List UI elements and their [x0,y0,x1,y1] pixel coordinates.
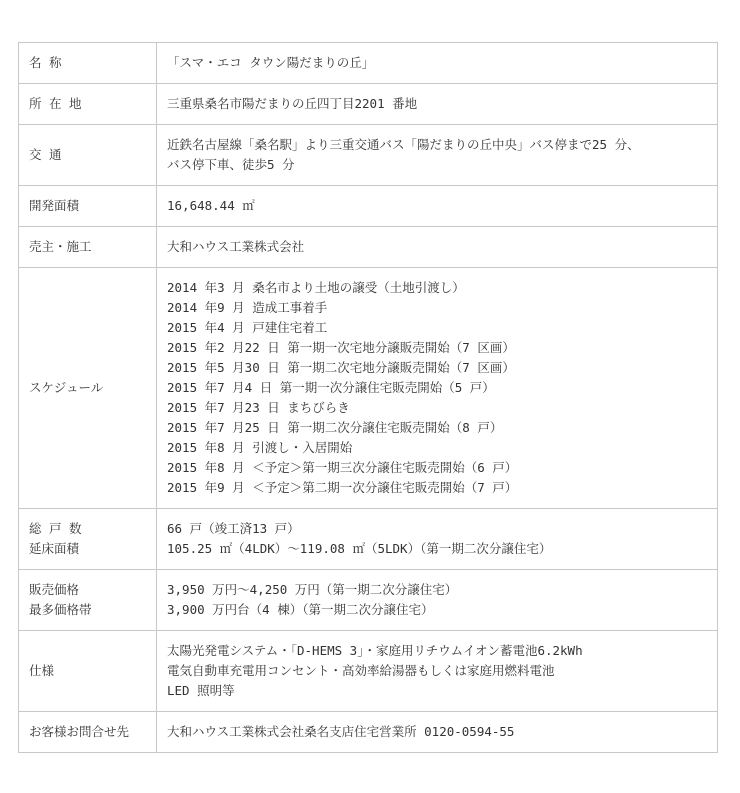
row-label [19,186,157,227]
table-row-price [19,570,718,631]
schedule-line: 2015 年8 月 ＜予定＞第一期三次分譲住宅販売開始（6 戸） [167,460,518,475]
schedule-line: 2015 年7 月4 日 第一期一次分譲住宅販売開始（5 戸） [167,380,495,395]
schedule-line: 2014 年9 月 造成工事着手 [167,300,328,315]
table-row-name [19,43,718,84]
value-line: 太陽光発電システム・「D-HEMS 3」・家庭用リチウムイオン蓄電池6.2kWh [167,643,583,658]
row-label [19,509,157,570]
row-label [19,227,157,268]
row-value [157,186,718,227]
row-value [157,84,718,125]
table-row-seller [19,227,718,268]
label-line: 総 戸 数 [29,521,82,536]
table-row-specs [19,631,718,712]
value-line: 大和ハウス工業株式会社桑名支店住宅営業所 0120-0594-55 [167,724,515,739]
label-line: 仕様 [29,663,55,678]
row-label [19,712,157,753]
label-line: 販売価格 [29,582,80,597]
value-line: 66 戸（竣工済13 戸） [167,521,300,536]
table-row-units-floor-area [19,509,718,570]
value-line: 3,900 万円台（4 棟）（第一期二次分譲住宅） [167,602,434,617]
row-label [19,84,157,125]
label-line: スケジュール [29,380,104,395]
row-label [19,268,157,509]
value-line: 電気自動車充電用コンセント・高効率給湯器もしくは家庭用燃料電池 [167,663,555,678]
schedule-line: 2015 年4 月 戸建住宅着工 [167,320,328,335]
table-row-schedule [19,268,718,509]
label-line: 所 在 地 [29,96,82,111]
row-value [157,227,718,268]
label-line: 交 通 [29,147,62,162]
value-line: 105.25 ㎡（4LDK）～119.08 ㎡（5LDK）（第一期二次分譲住宅） [167,541,552,556]
table-row-location [19,84,718,125]
table-row-contact [19,712,718,753]
label-line: お客様お問合せ先 [29,724,130,739]
label-line: 名 称 [29,55,62,70]
value-line: 「スマ・エコ タウン陽だまりの丘」 [167,55,375,70]
row-value [157,43,718,84]
value-line: 近鉄名古屋線「桑名駅」より三重交通バス「陽だまりの丘中央」バス停まで25 分、 [167,137,640,152]
row-value [157,631,718,712]
value-line: バス停下車、徒歩5 分 [167,157,295,172]
table-row-development-area [19,186,718,227]
row-value [157,570,718,631]
schedule-line: 2015 年7 月25 日 第一期二次分譲住宅販売開始（8 戸） [167,420,503,435]
schedule-line: 2015 年9 月 ＜予定＞第二期一次分譲住宅販売開始（7 戸） [167,480,518,495]
row-value [157,509,718,570]
value-line: 三重県桑名市陽だまりの丘四丁目2201 番地 [167,96,418,111]
schedule-line: 2015 年2 月22 日 第一期一次宅地分譲販売開始（7 区画） [167,340,515,355]
label-line: 売主・施工 [29,239,92,254]
schedule-line: 2014 年3 月 桑名市より土地の譲受（土地引渡し） [167,280,465,295]
row-value [157,125,718,186]
schedule-line: 2015 年5 月30 日 第一期二次宅地分譲販売開始（7 区画） [167,360,515,375]
schedule-line: 2015 年7 月23 日 まちびらき [167,400,350,415]
label-line: 開発面積 [29,198,80,213]
row-value [157,268,718,509]
label-line: 最多価格帯 [29,602,92,617]
row-value [157,712,718,753]
schedule-line: 2015 年8 月 引渡し・入居開始 [167,440,353,455]
value-line: 3,950 万円～4,250 万円（第一期二次分譲住宅） [167,582,458,597]
row-label [19,570,157,631]
row-label [19,125,157,186]
property-info-table [18,42,718,753]
table-row-access [19,125,718,186]
value-line: 大和ハウス工業株式会社 [167,239,305,254]
value-line: 16,648.44 ㎡ [167,198,255,213]
row-label [19,43,157,84]
row-label [19,631,157,712]
label-line: 延床面積 [29,541,80,556]
value-line: LED 照明等 [167,683,235,698]
